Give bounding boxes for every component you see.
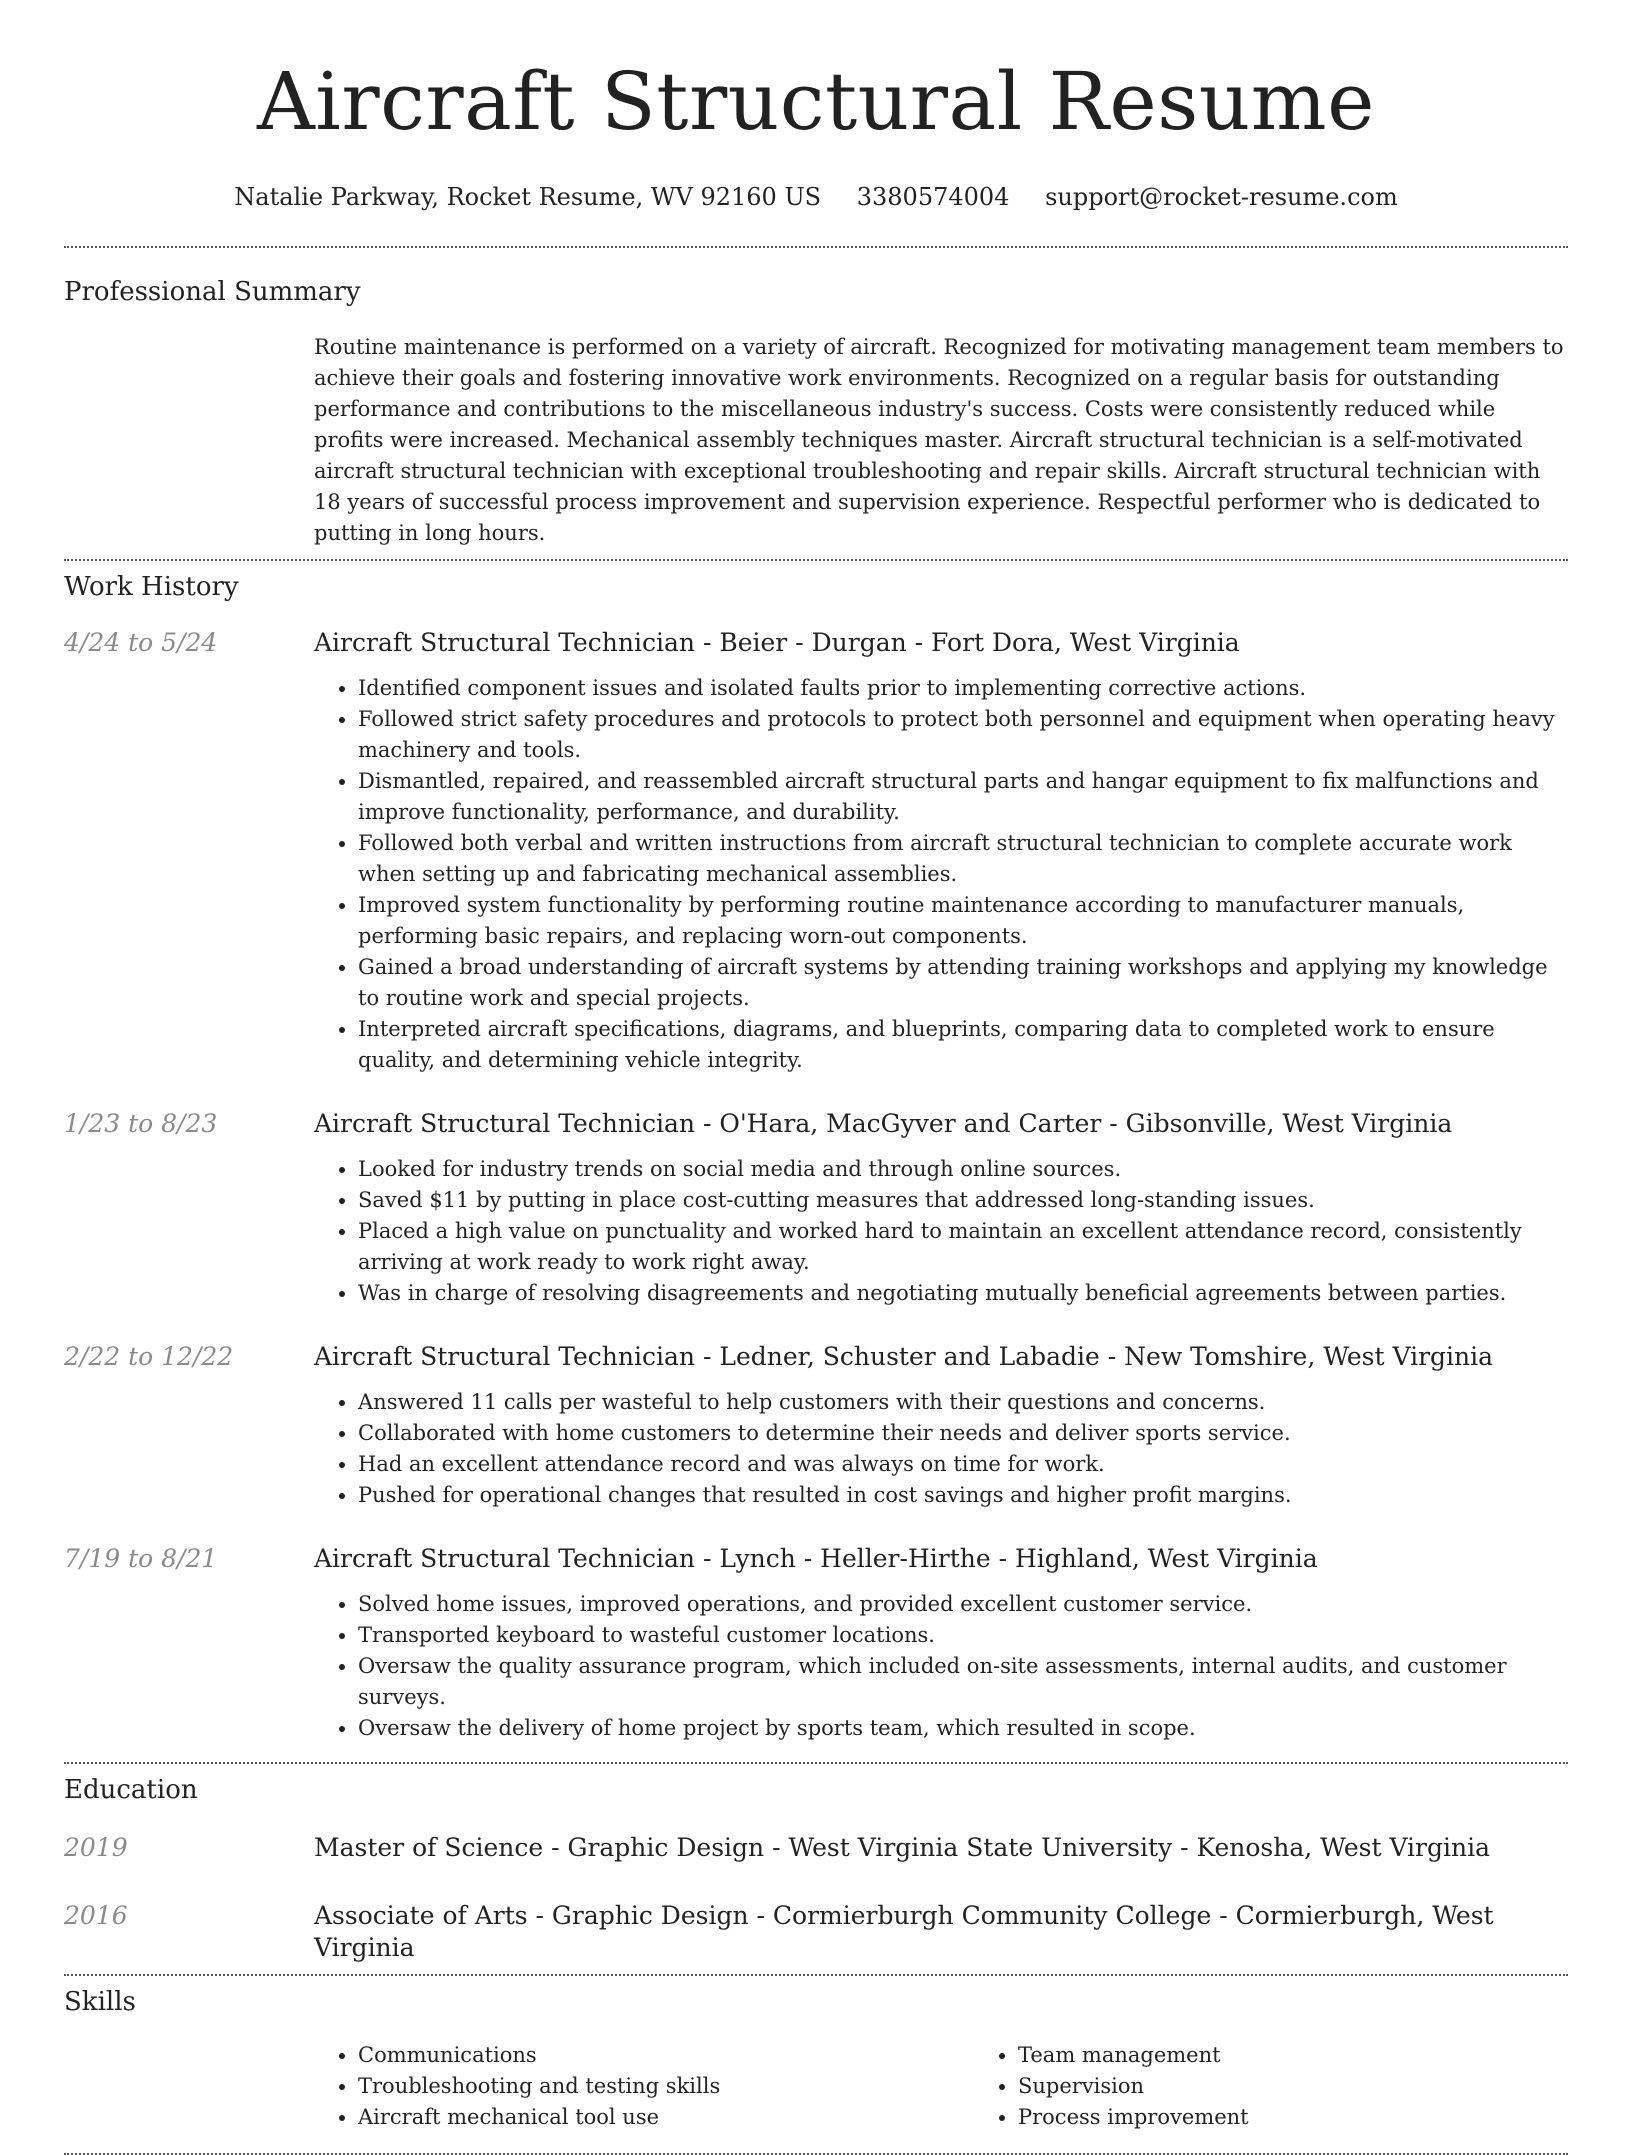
job-bullet: • Dismantled, repaired, and reassembled aircraft structural parts and hangar equipment to fix malfunctions and improve functionality, performance, and durability. <box>358 766 1568 828</box>
job-entry <box>64 627 1568 1076</box>
job-dates: 4/24 to 5/24 <box>64 628 218 657</box>
skill-item: • Process improvement <box>1018 2102 1632 2133</box>
education-degree: Associate of Arts - Graphic Design - Cormierburgh Community College - Cormierburgh, West Virginia <box>314 1901 1494 1962</box>
job-title: Aircraft Structural Technician - Ledner, Schuster and Labadie - New Tomshire, West Virginia <box>314 1342 1494 1371</box>
skills-section <box>64 1976 1568 2133</box>
summary-heading: Professional Summary <box>64 277 361 307</box>
job-bullet: • Collaborated with home customers to determine their needs and deliver sports service. <box>358 1418 1568 1449</box>
skill-item: • Aircraft mechanical tool use <box>358 2102 974 2133</box>
work-section <box>64 561 1568 1744</box>
job-bullets <box>314 673 1568 1076</box>
job-title: Aircraft Structural Technician - Lynch - Heller-Hirthe - Highland, West Virginia <box>314 1544 1318 1573</box>
job-bullet: • Pushed for operational changes that resulted in cost savings and higher profit margins. <box>358 1480 1568 1511</box>
job-bullet: • Followed strict safety procedures and protocols to protect both personnel and equipment when operating heavy machinery and tools. <box>358 704 1568 766</box>
job-bullet: • Had an excellent attendance record and was always on time for work. <box>358 1449 1568 1480</box>
job-title: Aircraft Structural Technician - Beier - Durgan - Fort Dora, West Virginia <box>314 628 1240 657</box>
job-bullet: • Was in charge of resolving disagreements and negotiating mutually beneficial agreements between parties. <box>358 1278 1568 1309</box>
education-degree: Master of Science - Graphic Design - West Virginia State University - Kenosha, West Virginia <box>314 1833 1491 1862</box>
skill-item: • Team management <box>1018 2040 1632 2071</box>
contact-email: support@rocket-resume.com <box>1045 183 1398 211</box>
skill-item: • Troubleshooting and testing skills <box>358 2071 974 2102</box>
skills-heading: Skills <box>64 1987 136 2017</box>
summary-text: Routine maintenance is performed on a variety of aircraft. Recognized for motivating management team members to achieve their goals and fostering innovative work environments. Recognized on a regular basis for outstanding performance and contributions to the miscellaneous industry's success. Costs were consistently reduced while profits were increased. Mechanical assembly techniques master. Aircraft structural technician is a self-motivated aircraft structural technician with exceptional troubleshooting and repair skills. Aircraft structural technician with 18 years of successful process improvement and supervision experience. Respectful performer who is dedicated to putting in long hours. <box>314 335 1564 545</box>
job-title: Aircraft Structural Technician - O'Hara, MacGyver and Carter - Gibsonville, West Virginia <box>314 1109 1453 1138</box>
education-year: 2016 <box>64 1901 128 1930</box>
job-entry <box>64 1108 1568 1309</box>
skills-spacer <box>64 2040 314 2133</box>
job-bullet: • Looked for industry trends on social media and through online sources. <box>358 1154 1568 1185</box>
job-bullet: • Saved $11 by putting in place cost-cutting measures that addressed long-standing issues. <box>358 1185 1568 1216</box>
work-heading: Work History <box>64 572 239 602</box>
job-bullet: • Placed a high value on punctuality and worked hard to maintain an excellent attendance record, consistently arriving at work ready to work right away. <box>358 1216 1568 1278</box>
job-entry <box>64 1341 1568 1511</box>
contact-phone: 3380574004 <box>856 183 1010 211</box>
summary-section <box>64 248 1568 549</box>
education-heading: Education <box>64 1775 198 1805</box>
job-bullet: • Solved home issues, improved operations, and provided excellent customer service. <box>358 1589 1568 1620</box>
skill-item: • Communications <box>358 2040 974 2071</box>
skills-column-1 <box>314 2040 974 2133</box>
skill-item: • Supervision <box>1018 2071 1632 2102</box>
job-bullet: • Identified component issues and isolated faults prior to implementing corrective actions. <box>358 673 1568 704</box>
job-dates: 7/19 to 8/21 <box>64 1544 218 1573</box>
skills-column-2 <box>974 2040 1632 2133</box>
job-entry <box>64 1543 1568 1744</box>
job-bullets <box>314 1387 1568 1511</box>
job-bullet: • Interpreted aircraft specifications, diagrams, and blueprints, comparing data to completed work to ensure quality, and determining vehicle integrity. <box>358 1014 1568 1076</box>
job-bullet: • Oversaw the quality assurance program, which included on-site assessments, internal audits, and customer surveys. <box>358 1651 1568 1713</box>
job-bullet: • Answered 11 calls per wasteful to help customers with their questions and concerns. <box>358 1387 1568 1418</box>
education-section <box>64 1764 1568 1964</box>
contact-address: Natalie Parkway, Rocket Resume, WV 92160 US <box>234 183 822 211</box>
job-dates: 2/22 to 12/22 <box>64 1342 234 1371</box>
job-bullet: • Oversaw the delivery of home project by sports team, which resulted in scope. <box>358 1713 1568 1744</box>
contact-line <box>64 182 1568 212</box>
job-bullet: • Gained a broad understanding of aircraft systems by attending training workshops and applying my knowledge to routine work and special projects. <box>358 952 1568 1014</box>
job-bullets <box>314 1154 1568 1309</box>
job-bullet: • Transported keyboard to wasteful customer locations. <box>358 1620 1568 1651</box>
education-entry <box>64 1832 1568 1864</box>
education-entry <box>64 1900 1568 1964</box>
summary-spacer <box>64 332 314 549</box>
job-bullets <box>314 1589 1568 1744</box>
job-bullet: • Followed both verbal and written instructions from aircraft structural technician to complete accurate work when setting up and fabricating mechanical assemblies. <box>358 828 1568 890</box>
education-year: 2019 <box>64 1833 128 1862</box>
resume-title: Aircraft Structural Resume <box>256 55 1376 148</box>
job-dates: 1/23 to 8/23 <box>64 1109 218 1138</box>
job-bullet: • Improved system functionality by performing routine maintenance according to manufacturer manuals, performing basic repairs, and replacing worn-out components. <box>358 890 1568 952</box>
